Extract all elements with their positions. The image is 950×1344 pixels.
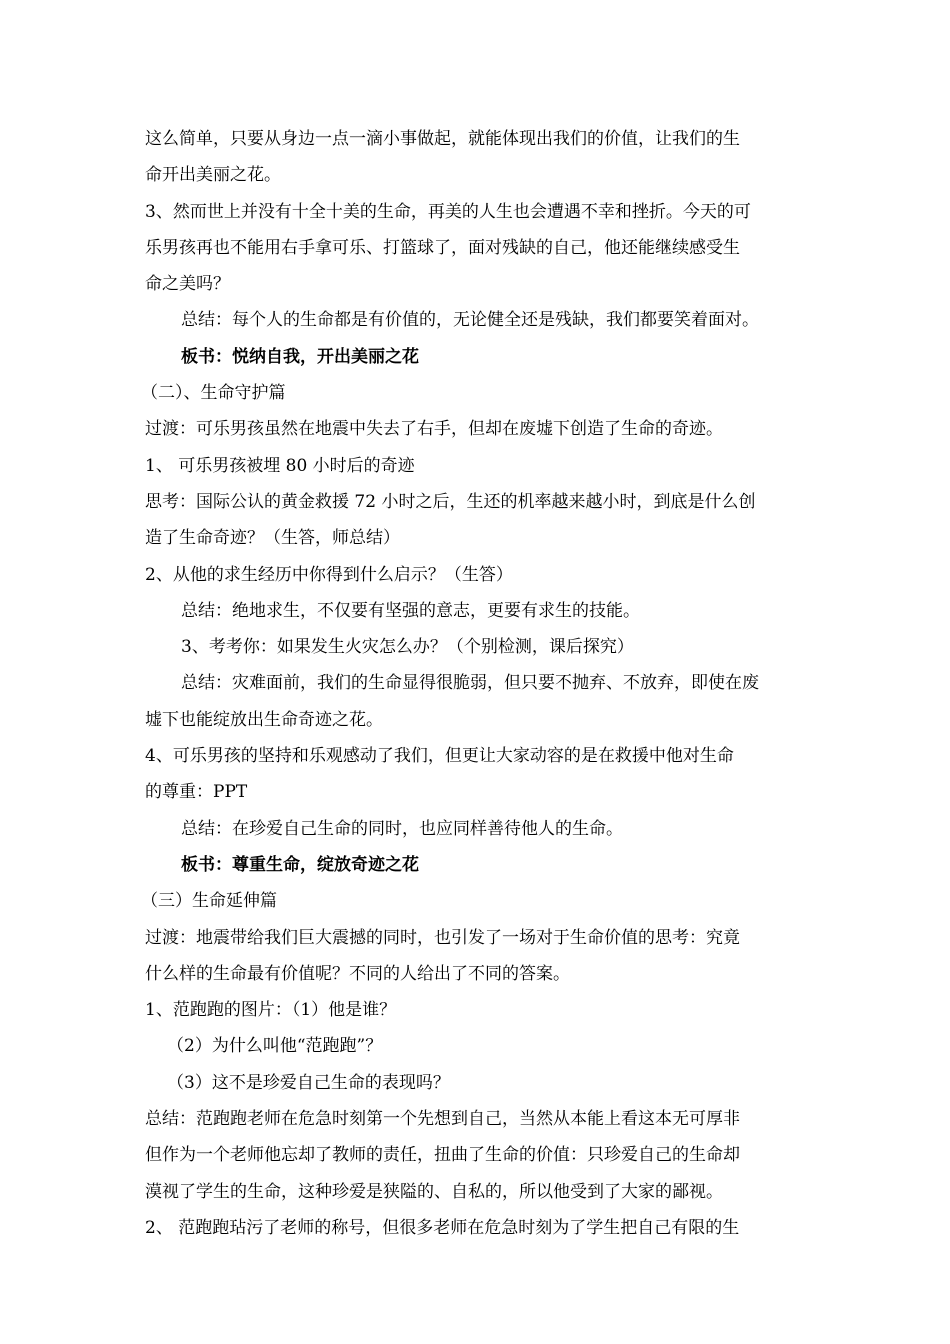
paragraph-line: 但作为一个老师他忘却了教师的责任，扭曲了生命的价值：只珍爱自己的生命却 bbox=[145, 1145, 740, 1166]
paragraph-line: 3、然而世上并没有十全十美的生命，再美的人生也会遭遇不幸和挫折。今天的可 bbox=[145, 201, 751, 222]
list-item: 2、 范跑跑玷污了老师的称号，但很多老师在危急时刻为了学生把自己有限的生 bbox=[145, 1217, 740, 1238]
paragraph-line: 这么简单，只要从身边一点一滴小事做起，就能体现出我们的价值，让我们的生 bbox=[145, 129, 740, 149]
sub-question: （2）为什么叫他“范跑跑”？ bbox=[167, 1036, 383, 1057]
list-item: 3、考考你：如果发生火灾怎么办？（个别检测，课后探究） bbox=[181, 637, 634, 658]
summary-line: 总结：灾难面前，我们的生命显得很脆弱，但只要不抛弃、不放弃，即使在废 bbox=[181, 673, 759, 694]
list-item: 1、 可乐男孩被埋 80 小时后的奇迹 bbox=[145, 455, 415, 476]
paragraph-line: 命开出美丽之花。 bbox=[145, 165, 281, 186]
blackboard-heading: 板书：悦纳自我，开出美丽之花 bbox=[181, 346, 419, 367]
section-heading: （二）、生命守护篇 bbox=[141, 383, 286, 404]
paragraph-line: 过渡：地震带给我们巨大震撼的同时，也引发了一场对于生命价值的思考：究竟 bbox=[145, 927, 740, 948]
list-item: 1、范跑跑的图片：（1）他是谁？ bbox=[145, 1000, 397, 1021]
paragraph-line: 什么样的生命最有价值呢？不同的人给出了不同的答案。 bbox=[145, 963, 570, 984]
paragraph-line: 命之美吗？ bbox=[145, 274, 230, 295]
paragraph-line: 的尊重：PPT bbox=[145, 782, 248, 803]
summary-line: 总结：绝地求生，不仅要有坚强的意志，更要有求生的技能。 bbox=[181, 600, 640, 621]
list-item: 4、可乐男孩的坚持和乐观感动了我们，但更让大家动容的是在救援中他对生命 bbox=[145, 746, 734, 767]
summary-line: 总结：范跑跑老师在危急时刻第一个先想到自己，当然从本能上看这本无可厚非 bbox=[145, 1109, 740, 1130]
list-item: 2、从他的求生经历中你得到什么启示？（生答） bbox=[145, 564, 513, 585]
summary-line: 总结：在珍爱自己生命的同时，也应同样善待他人的生命。 bbox=[181, 818, 623, 839]
paragraph-line: 造了生命奇迹？（生答，师总结） bbox=[145, 528, 400, 549]
paragraph-line: 思考：国际公认的黄金救援 72 小时之后，生还的机率越来越小时，到底是什么创 bbox=[145, 491, 756, 512]
document-body bbox=[141, 121, 810, 1246]
summary-line: 总结：每个人的生命都是有价值的，无论健全还是残缺，我们都要笑着面对。 bbox=[181, 310, 759, 331]
paragraph-line: 过渡：可乐男孩虽然在地震中失去了右手，但却在废墟下创造了生命的奇迹。 bbox=[145, 419, 723, 440]
sub-question: （3）这不是珍爱自己生命的表现吗？ bbox=[167, 1072, 450, 1093]
blackboard-heading: 板书：尊重生命，绽放奇迹之花 bbox=[181, 854, 419, 875]
paragraph-line: 乐男孩再也不能用右手拿可乐、打篮球了，面对残缺的自己，他还能继续感受生 bbox=[145, 237, 740, 258]
section-heading: （三）生命延伸篇 bbox=[141, 891, 277, 912]
paragraph-line: 墟下也能绽放出生命奇迹之花。 bbox=[145, 709, 383, 730]
paragraph-line: 漠视了学生的生命，这种珍爱是狭隘的、自私的，所以他受到了大家的鄙视。 bbox=[145, 1181, 723, 1202]
